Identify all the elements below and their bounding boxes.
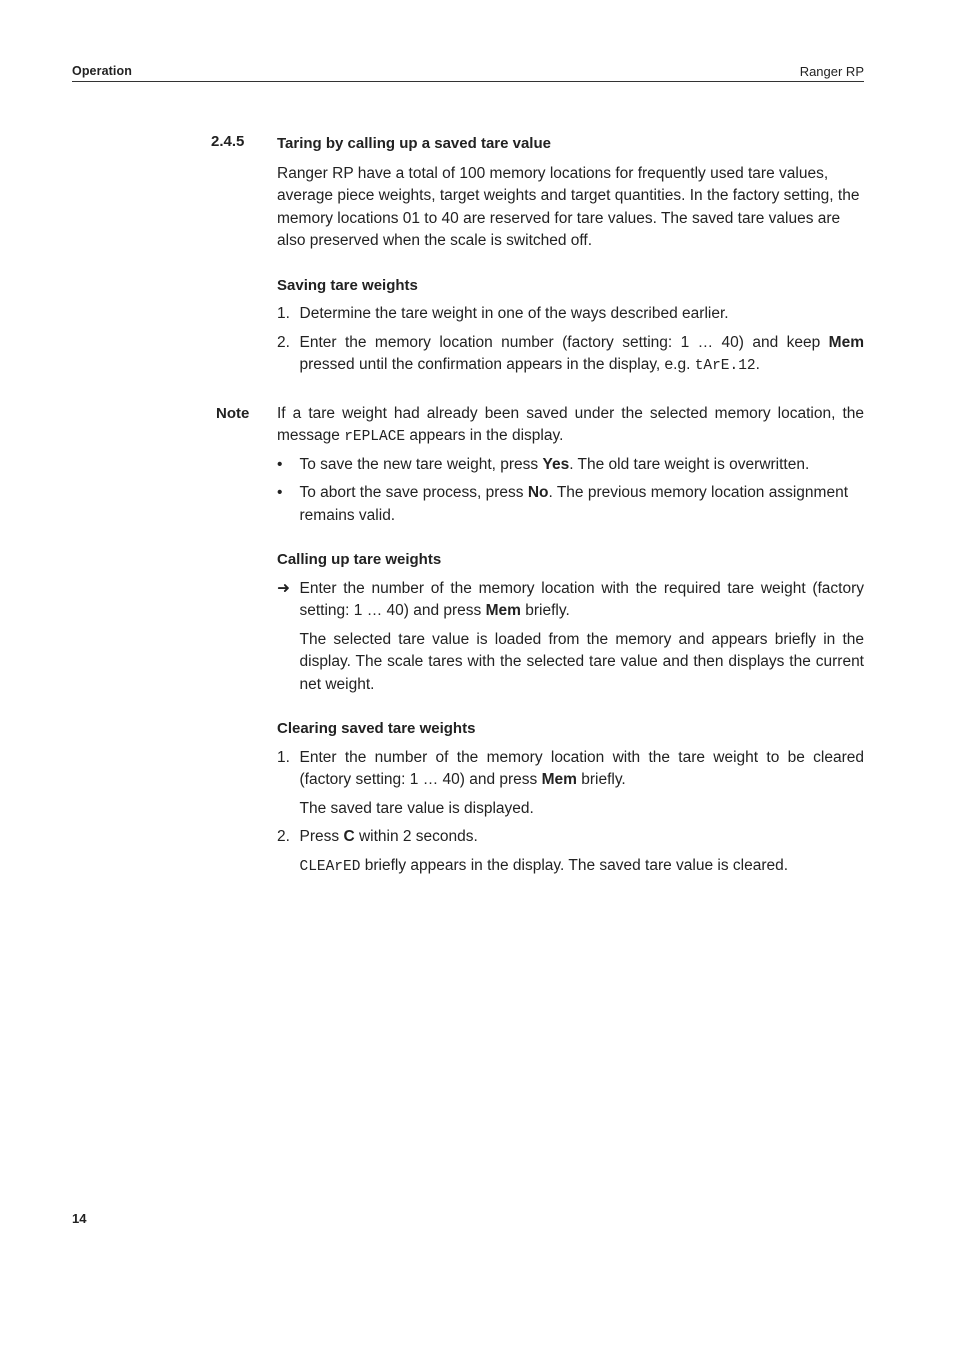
display-readout: tArE.12 xyxy=(694,358,756,374)
key-mem: Mem xyxy=(541,771,577,788)
display-readout: CLEArED xyxy=(299,858,361,875)
step-text: briefly. xyxy=(576,771,626,788)
step-text: Determine the tare weight in one of the ways described earlier. xyxy=(299,305,729,322)
saving-step-1 xyxy=(277,303,864,326)
step-text: Enter the number of the memory location with the tare weight to be cleared (factory setting: 1 … 40) and press xyxy=(299,748,864,788)
intro-paragraph: Ranger RP have a total of 100 memory locations for frequently used tare values, average piece weights, target weights and target quantities. In the factory setting, the memory locations 01 to 40 are reserved for tare values. The saved tare values are also preserved when the scale is switched off. xyxy=(277,164,860,249)
step-text: Enter the memory location number (factory setting: 1 … 40) and keep xyxy=(299,333,829,351)
key-mem: Mem xyxy=(485,602,521,619)
key-no: No xyxy=(527,484,549,501)
step-number: 2. xyxy=(277,333,290,351)
step-number: 1. xyxy=(277,748,290,766)
step-number: 2. xyxy=(277,828,290,845)
step-text: within 2 seconds. xyxy=(354,828,478,845)
clearing-step-1 xyxy=(277,747,864,792)
header-rule xyxy=(72,81,864,82)
clearing-step-2 xyxy=(277,826,864,849)
key-mem: Mem xyxy=(828,333,864,351)
bullet-dot: • xyxy=(277,455,283,473)
note-bullet-no xyxy=(277,482,864,527)
note-block xyxy=(216,403,864,528)
saving-step-2 xyxy=(277,332,864,378)
note-label: Note xyxy=(216,404,250,422)
clearing-heading: Clearing saved tare weights xyxy=(277,720,476,737)
clearing-step-1-result: The saved tare value is displayed. xyxy=(299,799,534,817)
section-number: 2.4.5 xyxy=(211,133,245,150)
note-bullets xyxy=(277,454,864,528)
bullet-text: . The previous memory location assignment remains valid. xyxy=(299,484,849,524)
step-text: pressed until the confirmation appears in the display, e.g. xyxy=(299,356,695,373)
note-text-b: appears in the display. xyxy=(405,427,564,444)
saving-heading: Saving tare weights xyxy=(277,276,418,294)
bullet-text: To abort the save process, press xyxy=(299,484,528,501)
bullet-text: . The old tare weight is overwritten. xyxy=(569,455,810,473)
note-text-a: If a tare weight had already been saved under the selected memory location, the message xyxy=(277,404,864,444)
bullet-dot: • xyxy=(277,484,283,501)
note-text xyxy=(277,403,864,449)
calling-step xyxy=(277,578,864,623)
step-text: briefly. xyxy=(520,602,570,619)
key-yes: Yes xyxy=(542,455,570,473)
page-number: 14 xyxy=(72,1211,87,1226)
section-title: Taring by calling up a saved tare value xyxy=(277,135,551,152)
result-text: briefly appears in the display. The saved tare value is cleared. xyxy=(360,856,789,874)
step-number: 1. xyxy=(277,305,290,322)
step-text: Press xyxy=(299,828,344,845)
calling-result: The selected tare value is loaded from the memory and appears briefly in the display. The scale tares with the selected tare value and then displays the current net weight. xyxy=(299,630,864,693)
step-text: . xyxy=(755,356,760,373)
running-header-product: Ranger RP xyxy=(799,64,864,79)
step-text: Enter the number of the memory location with the required tare weight (factory setting: 1 … 40) and press xyxy=(299,579,864,619)
display-readout: rEPLACE xyxy=(344,429,406,445)
saving-steps xyxy=(277,303,864,378)
clearing-step-2-result xyxy=(277,855,864,879)
key-c: C xyxy=(343,828,355,845)
arrow-icon: ➜ xyxy=(277,579,290,597)
note-bullet-yes xyxy=(277,454,864,477)
calling-heading: Calling up tare weights xyxy=(277,551,442,568)
bullet-text: To save the new tare weight, press xyxy=(299,455,543,473)
running-header-section: Operation xyxy=(72,64,132,78)
clearing-steps xyxy=(277,747,864,879)
